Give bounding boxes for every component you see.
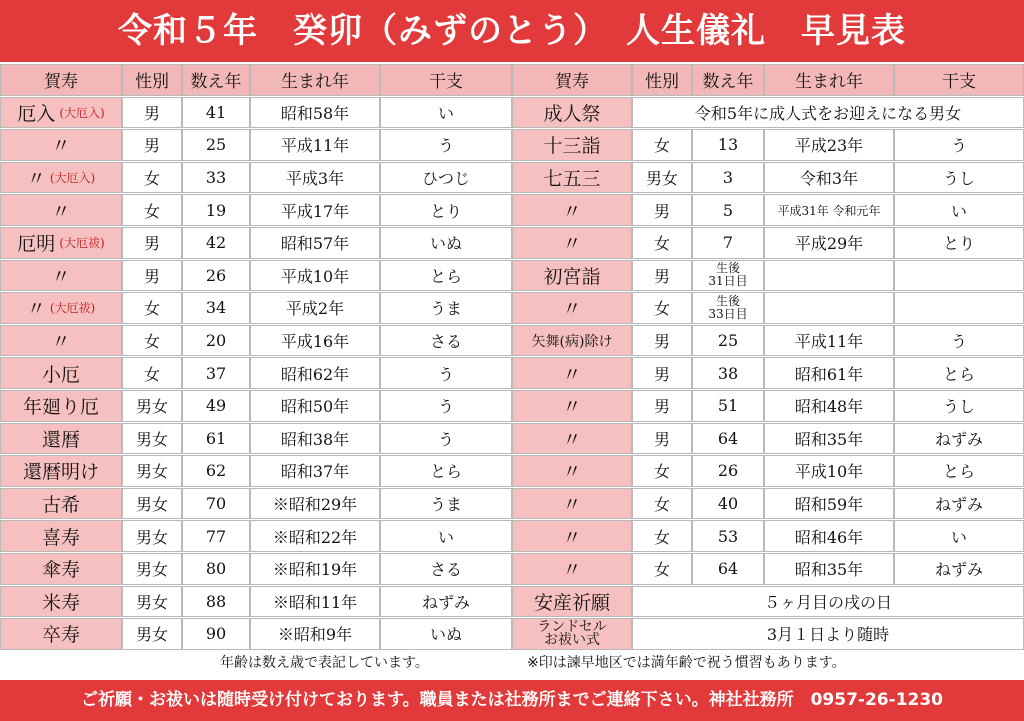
eto-cell: う [380, 357, 512, 389]
age-cell-right: 26 [692, 455, 764, 487]
age-cell: 80 [182, 553, 250, 585]
gender-cell: 男女 [122, 390, 182, 422]
header-eto: 干支 [380, 64, 512, 96]
celebration-name-right: 〃 [512, 227, 632, 259]
age-cell: 49 [182, 390, 250, 422]
eto-cell-right: い [894, 520, 1024, 552]
table-row [0, 194, 1024, 227]
eto-cell: い [380, 97, 512, 129]
eto-cell-right: う [894, 325, 1024, 357]
celebration-name-right: 〃 [512, 390, 632, 422]
table-row [0, 129, 1024, 162]
birth-year-cell: 平成17年 [250, 194, 380, 226]
gender-cell-right: 男 [632, 260, 692, 292]
age-cell: 37 [182, 357, 250, 389]
table-row [0, 357, 1024, 390]
celebration-label: 小厄 [41, 363, 80, 386]
celebration-name [0, 455, 122, 487]
celebration-sublabel: (大厄祓) [59, 236, 105, 251]
age-cell: 70 [182, 488, 250, 520]
celebration-label: 〃 [51, 331, 71, 354]
eto-cell-right: ねずみ [894, 423, 1024, 455]
eto-cell-right: とら [894, 455, 1024, 487]
birth-year-cell: 平成10年 [250, 260, 380, 292]
age-cell: 62 [182, 455, 250, 487]
celebration-name [0, 97, 122, 129]
gender-cell: 女 [122, 292, 182, 324]
age-cell: 34 [182, 292, 250, 324]
table-row [0, 618, 1024, 651]
birth-year-cell: 平成2年 [250, 292, 380, 324]
gender-cell: 男女 [122, 488, 182, 520]
age-cell-right: 25 [692, 325, 764, 357]
celebration-name [0, 227, 122, 259]
eto-cell: うま [380, 488, 512, 520]
celebration-label: 喜寿 [41, 526, 80, 549]
celebration-name [0, 194, 122, 226]
celebration-sublabel: (大厄入) [59, 105, 105, 120]
birth-year-cell: 昭和62年 [250, 357, 380, 389]
celebration-name [0, 520, 122, 552]
eto-cell-right: ねずみ [894, 488, 1024, 520]
gender-cell: 男 [122, 97, 182, 129]
eto-cell-right: う [894, 129, 1024, 161]
header-age: 数え年 [182, 64, 250, 96]
eto-cell-right: とり [894, 227, 1024, 259]
ceremony-table [0, 64, 1024, 651]
celebration-name [0, 618, 122, 650]
birth-year-cell: 平成11年 [250, 129, 380, 161]
eto-cell: さる [380, 325, 512, 357]
header-gender-right: 性別 [632, 64, 692, 96]
age-cell-right: 51 [692, 390, 764, 422]
celebration-name-right: 成人祭 [512, 97, 632, 129]
table-row [0, 162, 1024, 195]
celebration-label: 〃 [26, 168, 46, 191]
eto-cell: とら [380, 260, 512, 292]
gender-cell-right: 女 [632, 292, 692, 324]
celebration-name-right: 〃 [512, 292, 632, 324]
gender-cell-right: 女 [632, 129, 692, 161]
celebration-label: 還暦 [41, 428, 80, 451]
gender-cell: 女 [122, 357, 182, 389]
age-cell-right: 7 [692, 227, 764, 259]
gender-cell-right: 女 [632, 227, 692, 259]
age-cell: 90 [182, 618, 250, 650]
eto-cell: さる [380, 553, 512, 585]
celebration-label: 厄明 [17, 233, 56, 256]
age-cell-right: 64 [692, 553, 764, 585]
eto-cell: う [380, 129, 512, 161]
gender-cell: 女 [122, 325, 182, 357]
gender-cell-right: 男 [632, 390, 692, 422]
header-birth-year: 生まれ年 [250, 64, 380, 96]
celebration-label: 〃 [51, 265, 71, 288]
age-cell-right: 5 [692, 194, 764, 226]
celebration-label: 〃 [26, 298, 46, 321]
gender-cell: 男 [122, 129, 182, 161]
age-cell: 61 [182, 423, 250, 455]
footnote-age: 年齢は数え歳で表記しています。 [220, 655, 429, 671]
gender-cell: 男女 [122, 553, 182, 585]
table-row [0, 520, 1024, 553]
gender-cell-right: 女 [632, 488, 692, 520]
table-row [0, 586, 1024, 619]
celebration-name [0, 325, 122, 357]
birth-year-cell-right: 平成23年 [764, 129, 894, 161]
table-row [0, 97, 1024, 130]
eto-cell: いぬ [380, 618, 512, 650]
celebration-name-right: 矢舞(病)除け [512, 325, 632, 357]
age-cell: 19 [182, 194, 250, 226]
birth-year-cell-right [764, 260, 894, 292]
gender-cell-right: 女 [632, 455, 692, 487]
age-cell-right: 3 [692, 162, 764, 194]
age-cell: 26 [182, 260, 250, 292]
footnote-note: ※印は諫早地区では満年齢で祝う慣習もあります。 [527, 655, 846, 671]
eto-cell: い [380, 520, 512, 552]
age-cell: 33 [182, 162, 250, 194]
birth-year-cell: ※昭和9年 [250, 618, 380, 650]
table-row [0, 390, 1024, 423]
gender-cell-right: 男 [632, 194, 692, 226]
header-age-right: 数え年 [692, 64, 764, 96]
eto-cell-right: とら [894, 357, 1024, 389]
table-row [0, 455, 1024, 488]
celebration-name-right: ランドセル お祓い式 [512, 618, 632, 650]
page-title: 令和５年 癸卯（みずのとう） 人生儀礼 早見表 [0, 0, 1024, 62]
birth-year-cell-right: 昭和61年 [764, 357, 894, 389]
celebration-name [0, 390, 122, 422]
eto-cell: う [380, 390, 512, 422]
age-cell: 20 [182, 325, 250, 357]
celebration-name [0, 129, 122, 161]
gender-cell: 女 [122, 162, 182, 194]
birth-year-cell-right: 昭和46年 [764, 520, 894, 552]
span-description-cell: 令和5年に成人式をお迎えになる男女 [632, 97, 1024, 129]
celebration-name-right: 十三詣 [512, 129, 632, 161]
age-cell-right: 38 [692, 357, 764, 389]
age-cell-right: 13 [692, 129, 764, 161]
celebration-sublabel: (大厄祓) [49, 301, 96, 316]
celebration-name-right: 〃 [512, 488, 632, 520]
birth-year-cell-right: 昭和35年 [764, 553, 894, 585]
celebration-name-right: 七五三 [512, 162, 632, 194]
eto-cell: いぬ [380, 227, 512, 259]
celebration-label: 傘寿 [41, 559, 80, 582]
birth-year-cell-right: 昭和35年 [764, 423, 894, 455]
gender-cell: 男女 [122, 586, 182, 618]
celebration-label: 〃 [51, 135, 71, 158]
celebration-name-right: 初宮詣 [512, 260, 632, 292]
celebration-name [0, 423, 122, 455]
gender-cell: 女 [122, 194, 182, 226]
celebration-label: 米寿 [41, 591, 80, 614]
celebration-name [0, 488, 122, 520]
gender-cell-right: 女 [632, 553, 692, 585]
header-celebration: 賀寿 [0, 64, 122, 96]
birth-year-cell-right: 平成31年 令和元年 [764, 194, 894, 226]
age-cell: 88 [182, 586, 250, 618]
eto-cell-right: ねずみ [894, 553, 1024, 585]
age-cell-right: 生後 33日目 [692, 292, 764, 324]
header-gender: 性別 [122, 64, 182, 96]
header-row [0, 64, 1024, 97]
celebration-name-right: 〃 [512, 553, 632, 585]
eto-cell: とり [380, 194, 512, 226]
birth-year-cell: ※昭和11年 [250, 586, 380, 618]
age-cell: 77 [182, 520, 250, 552]
celebration-name [0, 260, 122, 292]
birth-year-cell: ※昭和22年 [250, 520, 380, 552]
birth-year-cell: ※昭和19年 [250, 553, 380, 585]
celebration-name-right: 〃 [512, 194, 632, 226]
header-celebration-right: 賀寿 [512, 64, 632, 96]
header-birth-year-right: 生まれ年 [764, 64, 894, 96]
birth-year-cell-right: 昭和59年 [764, 488, 894, 520]
birth-year-cell: 昭和37年 [250, 455, 380, 487]
gender-cell-right: 男女 [632, 162, 692, 194]
birth-year-cell-right: 平成10年 [764, 455, 894, 487]
celebration-label: 年廻り厄 [22, 396, 99, 419]
celebration-label: 〃 [51, 200, 71, 223]
birth-year-cell: 平成3年 [250, 162, 380, 194]
age-cell: 25 [182, 129, 250, 161]
gender-cell-right: 女 [632, 520, 692, 552]
gender-cell: 男 [122, 260, 182, 292]
birth-year-cell-right: 令和3年 [764, 162, 894, 194]
eto-cell-right: い [894, 194, 1024, 226]
table-row [0, 325, 1024, 358]
span-description-cell: ５ヶ月目の戌の日 [632, 586, 1024, 618]
eto-cell-right [894, 292, 1024, 324]
age-cell: 42 [182, 227, 250, 259]
gender-cell: 男女 [122, 520, 182, 552]
eto-cell-right [894, 260, 1024, 292]
celebration-name-right: 〃 [512, 455, 632, 487]
gender-cell-right: 男 [632, 423, 692, 455]
celebration-name [0, 162, 122, 194]
celebration-label: 古希 [41, 494, 80, 517]
age-cell-right: 53 [692, 520, 764, 552]
gender-cell-right: 男 [632, 357, 692, 389]
table-row [0, 260, 1024, 293]
celebration-name [0, 553, 122, 585]
gender-cell: 男女 [122, 455, 182, 487]
gender-cell-right: 男 [632, 325, 692, 357]
contact-banner: ご祈願・お祓いは随時受け付けております。職員または社務所までご連絡下さい。神社社務所 0957-26-1230 [0, 680, 1024, 721]
gender-cell: 男 [122, 227, 182, 259]
celebration-name-right: 安産祈願 [512, 586, 632, 618]
celebration-name [0, 292, 122, 324]
birth-year-cell: 昭和57年 [250, 227, 380, 259]
birth-year-cell-right [764, 292, 894, 324]
table-row [0, 227, 1024, 260]
eto-cell: ひつじ [380, 162, 512, 194]
eto-cell-right: うし [894, 390, 1024, 422]
birth-year-cell: 昭和58年 [250, 97, 380, 129]
table-row [0, 488, 1024, 521]
birth-year-cell-right: 平成29年 [764, 227, 894, 259]
table-row [0, 423, 1024, 456]
span-description-cell: 3月１日より随時 [632, 618, 1024, 650]
eto-cell: とら [380, 455, 512, 487]
celebration-name [0, 586, 122, 618]
eto-cell: うま [380, 292, 512, 324]
birth-year-cell-right: 昭和48年 [764, 390, 894, 422]
celebration-label: 還暦明け [22, 461, 99, 484]
celebration-label: 厄入 [17, 102, 56, 125]
birth-year-cell-right: 平成11年 [764, 325, 894, 357]
age-cell: 41 [182, 97, 250, 129]
age-cell-right: 40 [692, 488, 764, 520]
celebration-name-right: 〃 [512, 357, 632, 389]
eto-cell-right: うし [894, 162, 1024, 194]
age-cell-right: 64 [692, 423, 764, 455]
table-row [0, 553, 1024, 586]
birth-year-cell: 昭和50年 [250, 390, 380, 422]
celebration-name-right: 〃 [512, 423, 632, 455]
celebration-label: 卒寿 [41, 624, 80, 647]
celebration-name-right: 〃 [512, 520, 632, 552]
birth-year-cell: ※昭和29年 [250, 488, 380, 520]
table-row [0, 292, 1024, 325]
celebration-sublabel: (大厄入) [49, 171, 96, 186]
header-eto-right: 干支 [894, 64, 1024, 96]
age-cell-right: 生後 31日目 [692, 260, 764, 292]
eto-cell: う [380, 423, 512, 455]
birth-year-cell: 昭和38年 [250, 423, 380, 455]
birth-year-cell: 平成16年 [250, 325, 380, 357]
gender-cell: 男女 [122, 618, 182, 650]
celebration-name [0, 357, 122, 389]
eto-cell: ねずみ [380, 586, 512, 618]
gender-cell: 男女 [122, 423, 182, 455]
